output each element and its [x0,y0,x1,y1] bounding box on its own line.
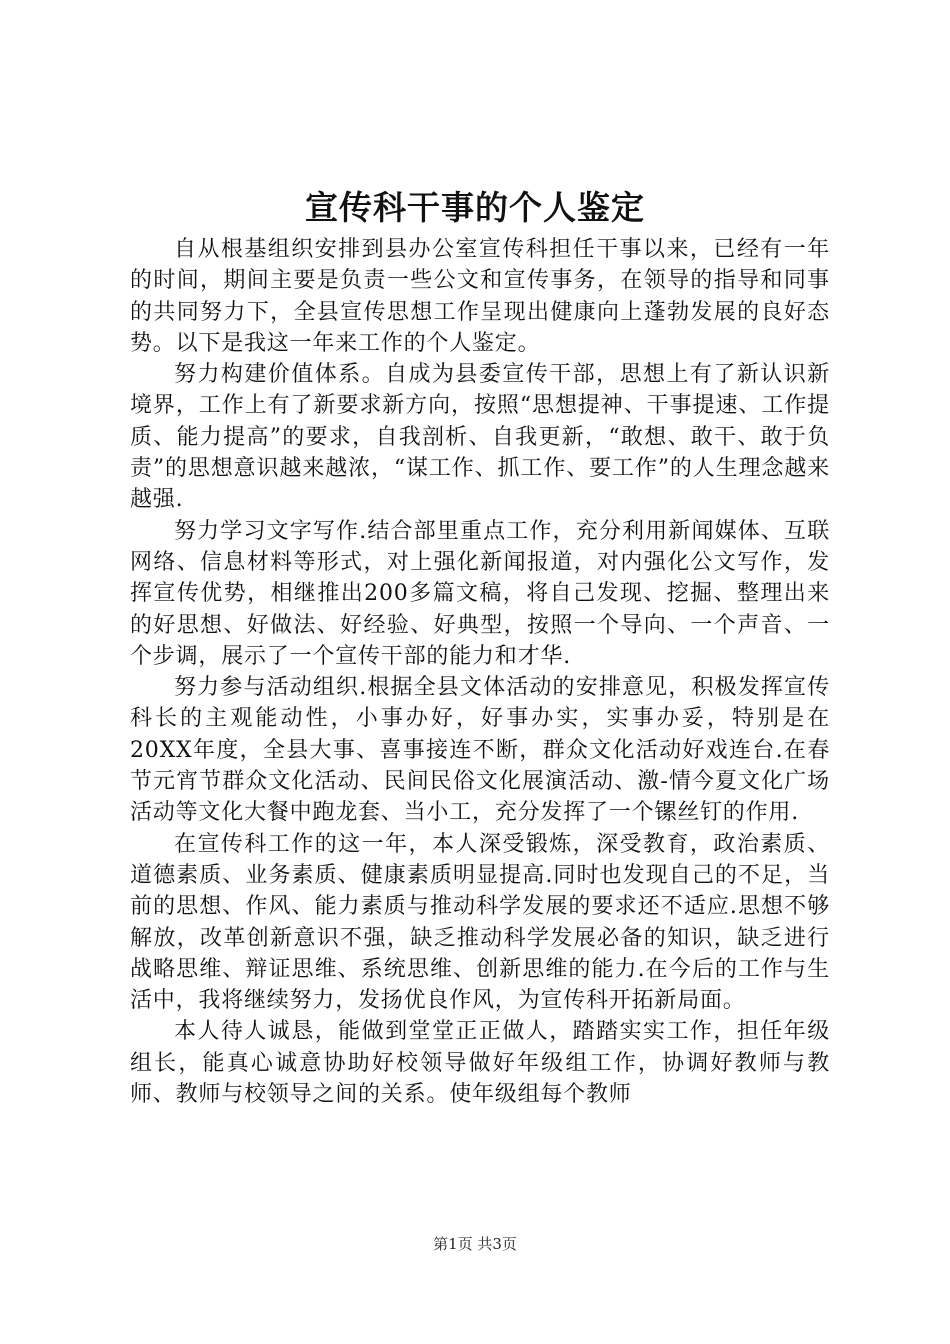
paragraph-writing: 努力学习文字写作.结合部里重点工作，充分利用新闻媒体、互联网络、信息材料等形式，对上强化新闻报道，对内强化公文写作，发挥宣传优势，相继推出200多篇文稿，将自己发现、挖掘、整理出来的好思想、好做法、好经验、好典型，按照一个导向、一个声音、一个步调，展示了一个宣传干部的能力和才华. [130,518,830,669]
document-title: 宣传科干事的个人鉴定 [305,188,645,227]
paragraph-values: 努力构建价值体系。自成为县委宣传干部，思想上有了新认识新境界，工作上有了新要求新方向，按照“思想提神、干事提速、工作提质、能力提高”的要求，自我剖析、自我更新，“敢想、敢干、敢于负责”的思想意识越来越浓，“谋工作、抓工作、要工作”的人生理念越来越强. [130,362,830,513]
document-body [130,234,830,1110]
paragraph-reflection: 在宣传科工作的这一年，本人深受锻炼，深受教育，政治素质、道德素质、业务素质、健康素质明显提高.同时也发现自己的不足，当前的思想、作风、能力素质与推动科学发展的要求还不适应.思想不够解放，改革创新意识不强，缺乏推动科学发展必备的知识，缺乏进行战略思维、辩证思维、系统思维、创新思维的能力.在今后的工作与生活中，我将继续努力，发扬优良作风，为宣传科开拓新局面。 [130,831,830,1014]
paragraph-attitude: 本人待人诚恳，能做到堂堂正正做人，踏踏实实工作，担任年级组长，能真心诚意协助好校领导做好年级组工作，协调好教师与教师、教师与校领导之间的关系。使年级组每个教师 [130,1019,830,1108]
page-number-footer: 第1页 共3页 [433,1235,517,1253]
paragraph-activities: 努力参与活动组织.根据全县文体活动的安排意见，积极发挥宣传科长的主观能动性，小事办好，好事办实，实事办妥，特别是在20XX年度，全县大事、喜事接连不断，群众文化活动好戏连台.在春节元宵节群众文化活动、民间民俗文化展演活动、激-情今夏文化广场活动等文化大餐中跑龙套、当小工，充分发挥了一个镙丝钉的作用. [130,675,830,826]
paragraph-intro: 自从根基组织安排到县办公室宣传科担任干事以来，已经有一年的时间，期间主要是负责一些公文和宣传事务，在领导的指导和同事的共同努力下，全县宣传思想工作呈现出健康向上蓬勃发展的良好态势。以下是我这一年来工作的个人鉴定。 [130,237,830,356]
